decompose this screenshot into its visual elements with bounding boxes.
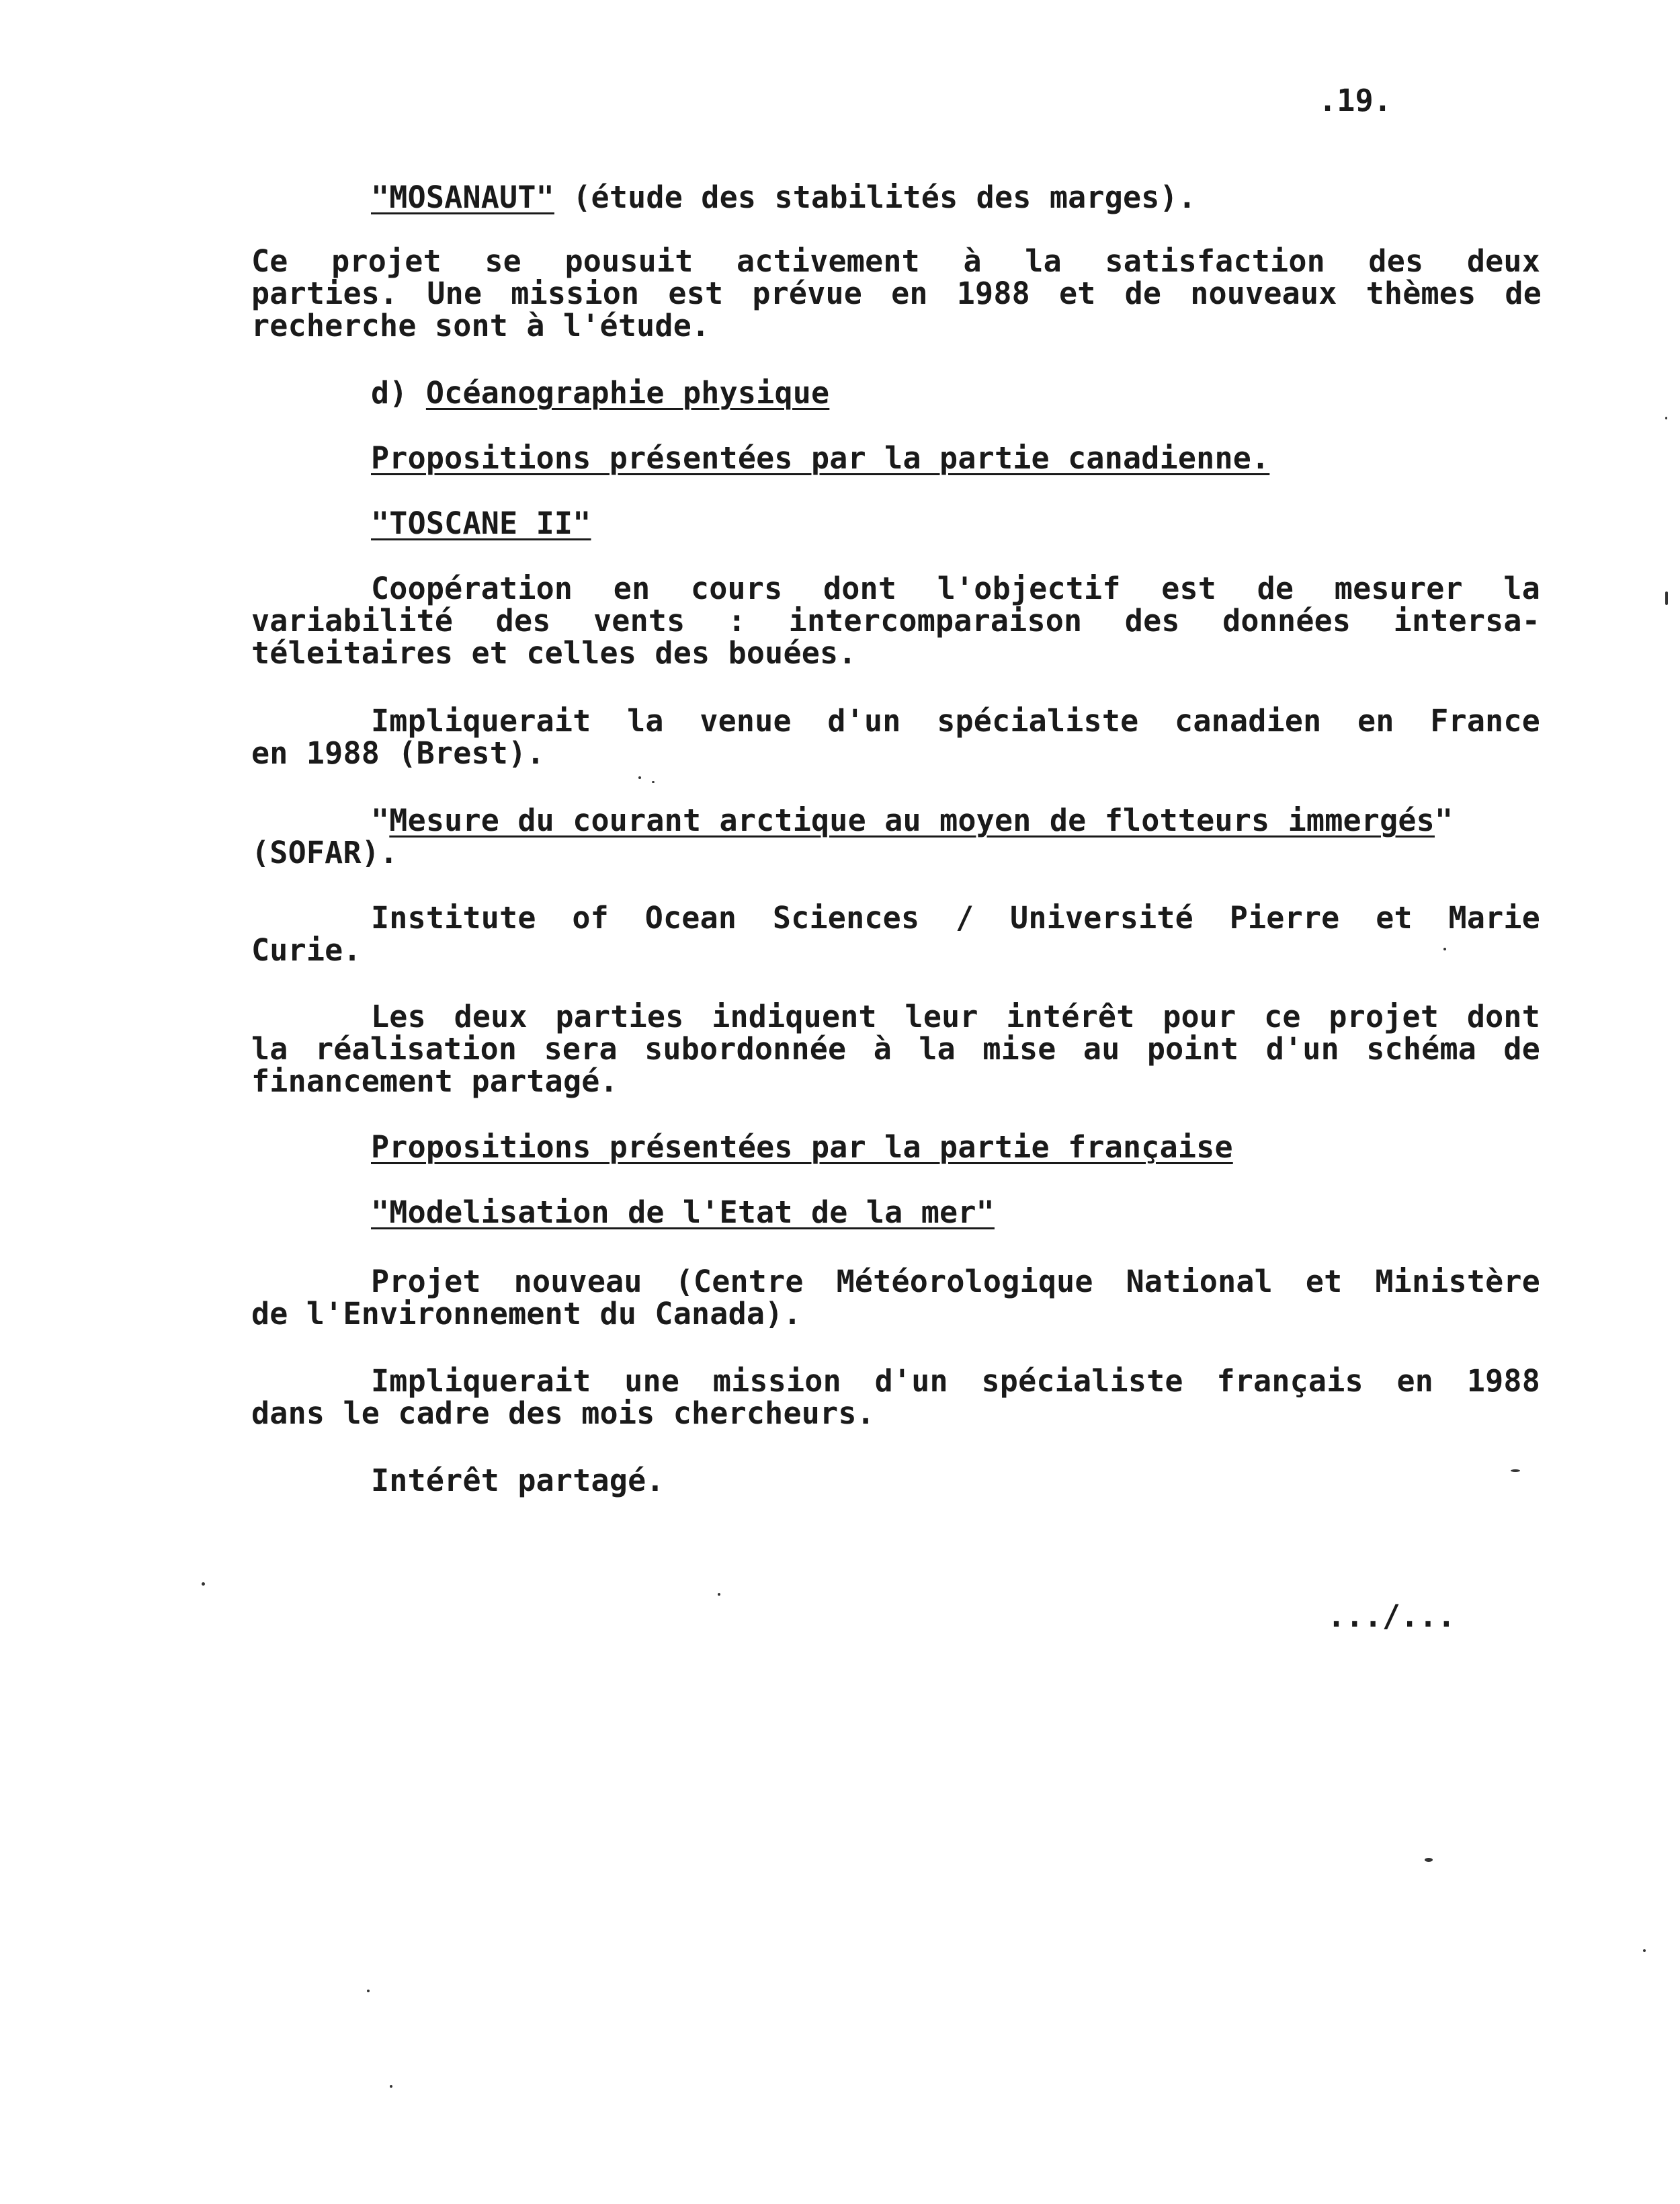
mesure-heading — [371, 803, 1454, 838]
section-d-prefix: d) — [371, 375, 426, 411]
scan-speck — [638, 776, 641, 779]
interet-line: Intérêt partagé. — [371, 1463, 665, 1498]
implique2-line2: dans le cadre des mois chercheurs. — [251, 1395, 875, 1431]
implique1-line2: en 1988 (Brest). — [251, 735, 545, 771]
deux-line2: la réalisation sera subordonnée à la mise au point d'un schéma de — [251, 1031, 1540, 1067]
scan-speck — [718, 1593, 720, 1596]
page-number: .19. — [1318, 83, 1392, 118]
mesure-sofar: (SOFAR). — [251, 835, 398, 870]
projet-line2: de l'Environnement du Canada). — [251, 1296, 802, 1332]
proposals-canada-heading: Propositions présentées par la partie canadienne. — [371, 440, 1270, 476]
para1-line1: Ce projet se pousuit activement à la satisfaction des deux — [251, 243, 1540, 279]
scan-speck — [1443, 948, 1446, 950]
mosanaut-title: "MOSANAUT" — [371, 179, 554, 215]
institute-line1: Institute of Ocean Sciences / Université Pierre et Marie — [371, 900, 1540, 936]
continuation-mark: .../... — [1327, 1598, 1456, 1634]
scan-speck — [1665, 417, 1667, 419]
scan-speck — [1425, 1858, 1433, 1862]
mesure-title: Mesure du courant arctique au moyen de flotteurs immergés — [389, 803, 1435, 838]
scan-speck — [1665, 591, 1668, 605]
toscane-line3: téleitaires et celles des bouées. — [251, 635, 857, 671]
deux-line1: Les deux parties indiquent leur intérêt pour ce projet dont — [371, 999, 1540, 1034]
scan-speck — [1643, 1949, 1646, 1952]
para1-line3: recherche sont à l'étude. — [251, 308, 710, 343]
toscane-line2: variabilité des vents : intercomparaison des données intersa- — [251, 603, 1540, 639]
mesure-open-quote: " — [371, 803, 390, 838]
implique1-line1: Impliquerait la venue d'un spécialiste canadien en France — [371, 703, 1540, 739]
scan-speck — [652, 781, 655, 783]
institute-line2: Curie. — [251, 932, 362, 968]
proposals-france-heading: Propositions présentées par la partie française — [371, 1129, 1233, 1165]
section-d-heading — [371, 375, 830, 411]
scan-speck — [202, 1582, 205, 1586]
deux-line3: financement partagé. — [251, 1063, 618, 1099]
scan-speck — [390, 2085, 392, 2088]
mosanaut-heading — [371, 179, 1197, 215]
projet-line1: Projet nouveau (Centre Météorologique National et Ministère — [371, 1264, 1540, 1299]
toscane-heading: "TOSCANE II" — [371, 505, 591, 541]
scan-speck — [1511, 1469, 1520, 1472]
mosanaut-description: (étude des stabilités des marges). — [554, 179, 1197, 215]
toscane-line1: Coopération en cours dont l'objectif est de mesurer la — [371, 571, 1540, 606]
modelisation-heading: "Modelisation de l'Etat de la mer" — [371, 1194, 995, 1230]
implique2-line1: Impliquerait une mission d'un spécialiste français en 1988 — [371, 1363, 1540, 1399]
para1-line2: parties. Une mission est prévue en 1988 et de nouveaux thèmes de — [251, 276, 1542, 311]
scan-speck — [367, 1990, 370, 1992]
mesure-close-quote: " — [1434, 803, 1454, 838]
section-d-title: Océanographie physique — [425, 375, 830, 411]
